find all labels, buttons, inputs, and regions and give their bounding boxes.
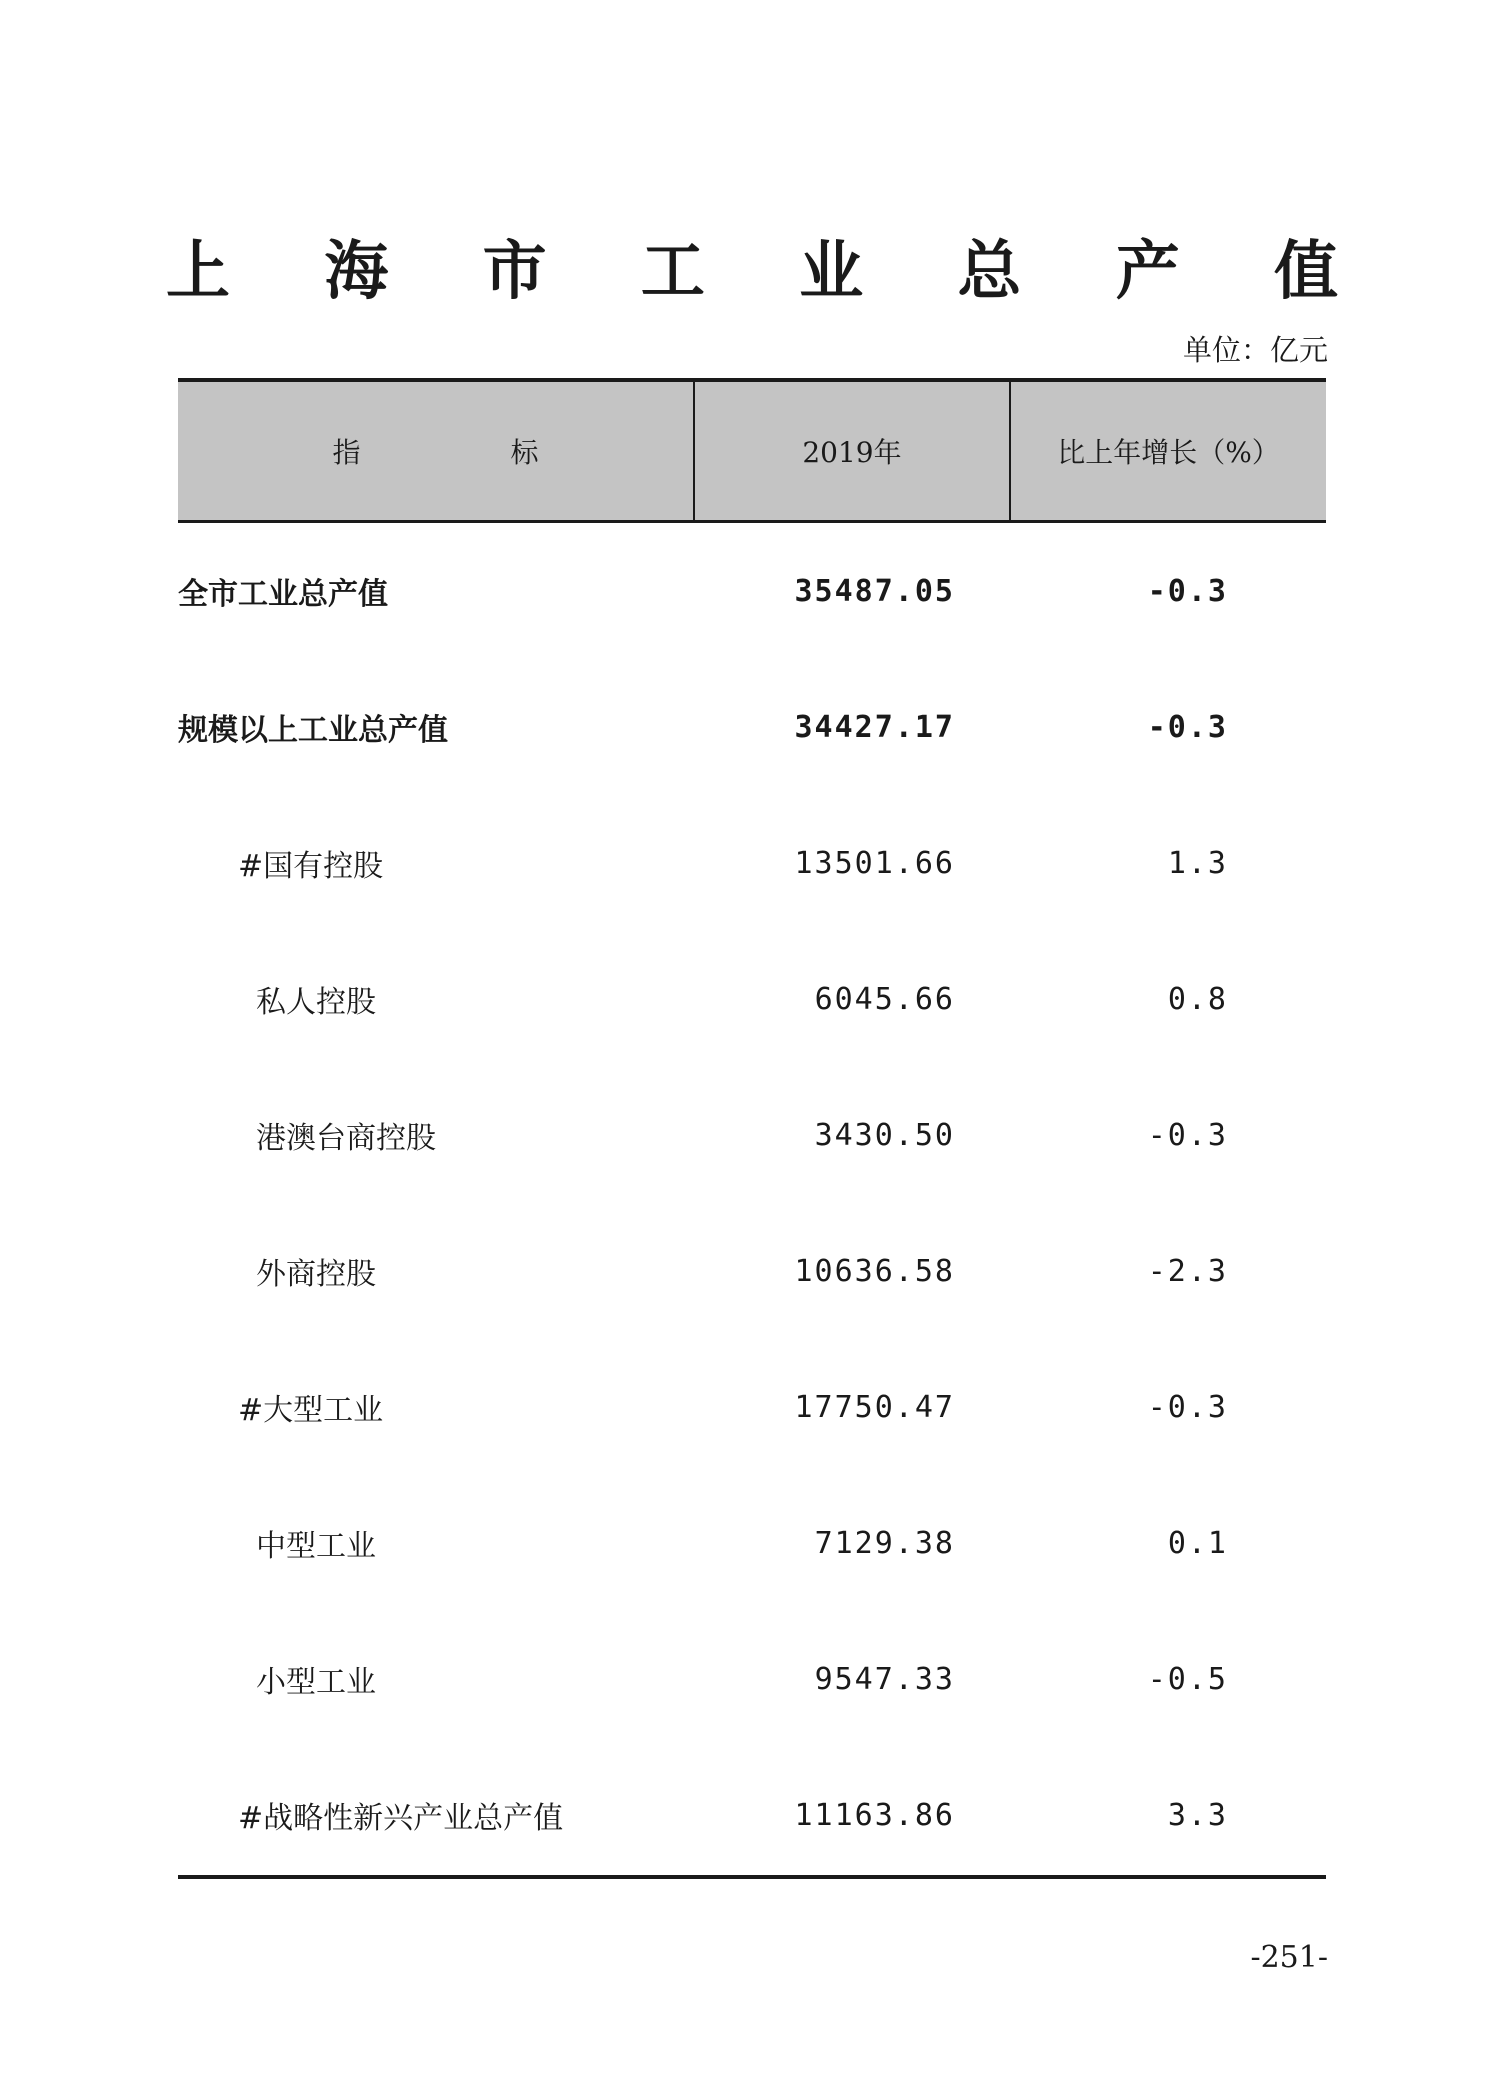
row-value: 9547.33 [814,1661,955,1697]
table-row [178,931,1326,1067]
row-indicator: #国有控股 [238,849,384,884]
row-growth: 0.8 [1167,981,1228,1017]
row-growth: 1.3 [1167,845,1228,881]
row-indicator: 港澳台商控股 [256,1121,436,1156]
table-row [178,523,1326,659]
row-growth: -0.3 [1147,709,1228,745]
row-indicator: 外商控股 [256,1257,376,1292]
table-row [178,1747,1326,1883]
table-row [178,1611,1326,1747]
row-indicator: 私人控股 [256,985,376,1020]
row-value: 3430.50 [814,1117,955,1153]
table-row [178,795,1326,931]
page-number: -251- [1250,1940,1328,1975]
table-header [178,378,1326,523]
row-value: 35487.05 [794,573,955,609]
header-year: 2019年 [695,382,1011,520]
page-title: 上 海 市 工 业 总 产 值 [166,234,1374,309]
table-row [178,1339,1326,1475]
row-value: 7129.38 [814,1525,955,1561]
row-growth: -0.3 [1147,573,1228,609]
table-row [178,1067,1326,1203]
row-value: 17750.47 [794,1389,955,1425]
table-row [178,1475,1326,1611]
row-indicator: 中型工业 [256,1529,376,1564]
table-bottom-rule [178,1875,1326,1879]
row-value: 11163.86 [794,1797,955,1833]
header-indicator: 指标 [178,382,695,520]
row-indicator: 小型工业 [256,1665,376,1700]
header-growth: 比上年增长（%） [1057,436,1280,469]
row-value: 13501.66 [794,845,955,881]
row-growth: 0.1 [1167,1525,1228,1561]
row-indicator: #战略性新兴产业总产值 [238,1801,564,1836]
table-row [178,1203,1326,1339]
row-growth: -0.3 [1147,1389,1228,1425]
row-value: 34427.17 [794,709,955,745]
data-table [178,378,1326,1879]
unit-label: 单位：亿元 [1182,333,1328,367]
row-growth: -0.3 [1147,1117,1228,1153]
row-value: 6045.66 [814,981,955,1017]
row-growth: 3.3 [1167,1797,1228,1833]
row-value: 10636.58 [794,1253,955,1289]
row-indicator: #大型工业 [238,1393,384,1428]
row-indicator: 规模以上工业总产值 [178,713,448,748]
row-growth: -2.3 [1147,1253,1228,1289]
row-indicator: 全市工业总产值 [178,577,388,612]
table-body [178,523,1326,1883]
table-row [178,659,1326,795]
row-growth: -0.5 [1147,1661,1228,1697]
